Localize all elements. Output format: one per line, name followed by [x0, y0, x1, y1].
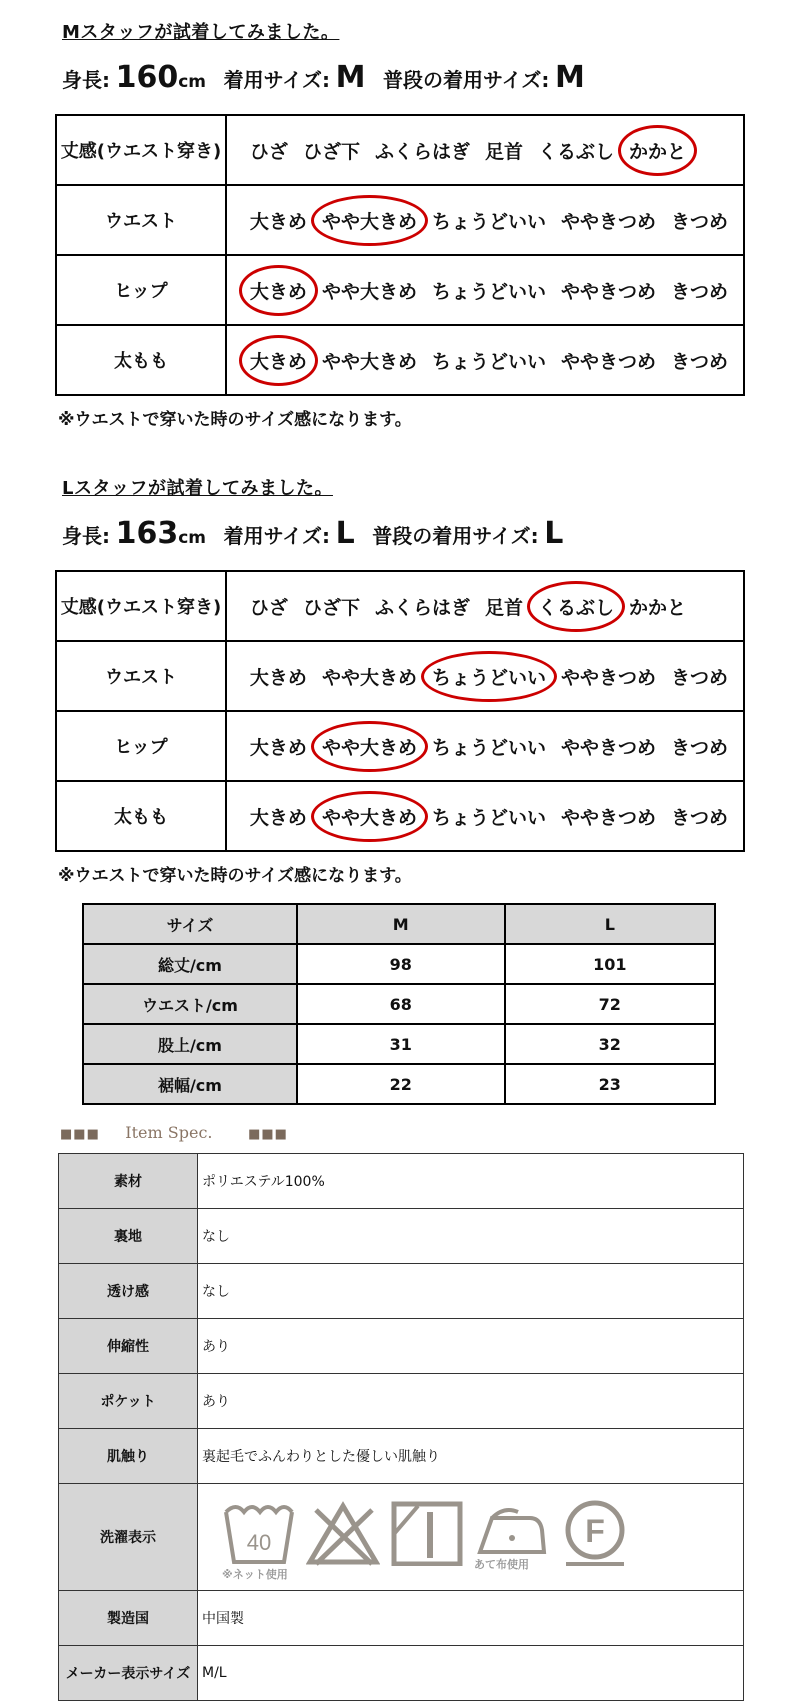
dry-clean-f-icon	[558, 1500, 632, 1566]
spec-value: あり	[198, 1319, 744, 1374]
spec-row	[59, 1646, 744, 1701]
size-row	[83, 944, 715, 984]
fit-row	[56, 641, 744, 711]
size-row	[83, 984, 715, 1024]
fit-row	[56, 115, 744, 185]
fit-option: やや大きめ	[321, 280, 417, 303]
spec-value: 裏起毛でふんわりとした優しい肌触り	[198, 1429, 744, 1484]
spec-key: ポケット	[59, 1374, 198, 1429]
m-staff-heading: Mスタッフが試着してみました。	[62, 22, 340, 43]
item-spec-table	[58, 1153, 744, 1701]
fit-option: ややきつめ	[560, 350, 656, 373]
fit-row	[56, 185, 744, 255]
item-spec-label: Item Spec.	[125, 1123, 213, 1142]
fit-option: ややきつめ	[560, 806, 656, 829]
fit-row	[56, 711, 744, 781]
fit-row-options	[226, 781, 744, 851]
worn-size-label: 着用サイズ:	[223, 68, 330, 92]
size-header-cell: サイズ	[83, 904, 297, 944]
l-fit-table	[55, 570, 745, 852]
fit-row-options	[226, 325, 744, 395]
size-value: 31	[297, 1024, 505, 1064]
fit-row-options	[226, 115, 744, 185]
fit-option-selected: かかと	[628, 137, 687, 164]
spec-row	[59, 1319, 744, 1374]
worn-size-value: L	[335, 516, 355, 551]
fit-row-label: 丈感(ウエスト穿き)	[56, 571, 226, 641]
spec-row	[59, 1209, 744, 1264]
washtub-40-icon-wrap	[222, 1500, 296, 1582]
title-squares: ■■■	[248, 1127, 288, 1142]
size-row	[83, 1024, 715, 1064]
fit-option: 大きめ	[249, 666, 307, 689]
laundry-symbols	[198, 1484, 744, 1591]
spec-key: 素材	[59, 1154, 198, 1209]
fit-option: ちょうどいい	[431, 280, 546, 303]
fit-row	[56, 325, 744, 395]
size-value: 72	[505, 984, 715, 1024]
size-row	[83, 1064, 715, 1104]
spec-value: 中国製	[198, 1591, 744, 1646]
height-label: 身長:	[62, 68, 110, 92]
fit-option: 大きめ	[249, 210, 307, 233]
svg-text:F: F	[585, 1513, 605, 1549]
spec-value: なし	[198, 1264, 744, 1319]
fit-option: きつめ	[670, 280, 728, 303]
spec-key: 肌触り	[59, 1429, 198, 1484]
spec-value: ポリエステル100%	[198, 1154, 744, 1209]
spec-value: なし	[198, 1209, 744, 1264]
fit-row-options	[226, 255, 744, 325]
size-table	[82, 903, 716, 1105]
fit-option: 足首	[484, 140, 523, 163]
iron-low-icon	[474, 1500, 548, 1556]
line-dry-icon	[390, 1500, 464, 1566]
spec-value: M/L	[198, 1646, 744, 1701]
dry-clean-f-icon-wrap	[558, 1500, 632, 1566]
fit-option: ひざ下	[302, 140, 360, 163]
fit-row-label: ヒップ	[56, 711, 226, 781]
fit-option: ひざ下	[302, 596, 360, 619]
fit-option: ややきつめ	[560, 280, 656, 303]
fit-option-selected: ちょうどいい	[431, 663, 547, 690]
fit-option: ややきつめ	[560, 210, 656, 233]
fit-row-options	[226, 185, 744, 255]
iron-low-icon-wrap	[474, 1500, 548, 1572]
size-row-label: 総丈/cm	[83, 944, 297, 984]
fit-option: 足首	[484, 596, 523, 619]
fit-option: 大きめ	[249, 736, 307, 759]
spec-key: 透け感	[59, 1264, 198, 1319]
size-row-label: 股上/cm	[83, 1024, 297, 1064]
fit-row-label: 太もも	[56, 325, 226, 395]
fit-row-label: ウエスト	[56, 185, 226, 255]
fit-option: ふくらはぎ	[374, 596, 470, 619]
net-note: ※ネット使用	[222, 1568, 288, 1581]
usual-size-value: L	[544, 516, 564, 551]
item-spec-title	[60, 1123, 288, 1142]
spec-value: あり	[198, 1374, 744, 1429]
fit-row-label: 太もも	[56, 781, 226, 851]
fit-option: ふくらはぎ	[374, 140, 470, 163]
size-row-label: ウエスト/cm	[83, 984, 297, 1024]
fit-row-label: ヒップ	[56, 255, 226, 325]
no-bleach-icon	[306, 1500, 380, 1566]
usual-size-label: 普段の着用サイズ:	[383, 68, 550, 92]
size-value: 98	[297, 944, 505, 984]
fit-option: ややきつめ	[560, 666, 656, 689]
fit-option: ひざ	[249, 596, 288, 619]
l-fit-note: ※ウエストで穿いた時のサイズ感になります。	[58, 866, 412, 886]
usual-size-value: M	[554, 60, 585, 95]
size-value: 23	[505, 1064, 715, 1104]
spec-row	[59, 1591, 744, 1646]
washtub-40-icon	[222, 1500, 296, 1566]
spec-row	[59, 1154, 744, 1209]
worn-size-value: M	[335, 60, 366, 95]
fit-option: ちょうどいい	[431, 806, 546, 829]
fit-option-selected: やや大きめ	[321, 207, 418, 234]
size-value: 68	[297, 984, 505, 1024]
fit-row-options	[226, 641, 744, 711]
size-value: 22	[297, 1064, 505, 1104]
fit-option: きつめ	[670, 736, 728, 759]
size-value: 101	[505, 944, 715, 984]
spec-row-laundry	[59, 1484, 744, 1591]
size-value: 32	[505, 1024, 715, 1064]
usual-size-label: 普段の着用サイズ:	[372, 524, 539, 548]
fit-row	[56, 255, 744, 325]
height-label: 身長:	[62, 524, 110, 548]
size-header-row	[83, 904, 715, 944]
m-fit-note: ※ウエストで穿いた時のサイズ感になります。	[58, 410, 412, 430]
fit-option: 大きめ	[249, 806, 307, 829]
m-staff-stats	[62, 60, 585, 95]
size-header-cell: M	[297, 904, 505, 944]
spec-row	[59, 1374, 744, 1429]
fit-option: きつめ	[670, 666, 728, 689]
m-fit-table	[55, 114, 745, 396]
worn-size-label: 着用サイズ:	[223, 524, 330, 548]
fit-option: きつめ	[670, 350, 728, 373]
fit-row	[56, 781, 744, 851]
fit-option: きつめ	[670, 806, 728, 829]
fit-row	[56, 571, 744, 641]
fit-option: やや大きめ	[321, 350, 417, 373]
fit-option: ひざ	[249, 140, 288, 163]
fit-option-selected: 大きめ	[249, 277, 308, 304]
fit-option: やや大きめ	[321, 666, 417, 689]
spec-key: 洗濯表示	[59, 1484, 198, 1591]
fit-option: ややきつめ	[560, 736, 656, 759]
line-dry-icon-wrap	[390, 1500, 464, 1566]
fit-option: ちょうどいい	[431, 350, 546, 373]
spec-row	[59, 1429, 744, 1484]
no-bleach-icon-wrap	[306, 1500, 380, 1566]
height-unit: cm	[178, 528, 206, 548]
laundry-icons	[202, 1492, 742, 1582]
fit-option: ちょうどいい	[431, 736, 546, 759]
fit-option: くるぶし	[537, 140, 614, 163]
fit-option-selected: くるぶし	[537, 593, 615, 620]
spec-key: 裏地	[59, 1209, 198, 1264]
cloth-note: あて布使用	[474, 1558, 529, 1571]
fit-row-options	[226, 571, 744, 641]
height-value: 163	[115, 516, 179, 551]
fit-option-selected: やや大きめ	[321, 733, 418, 760]
fit-option-selected: やや大きめ	[321, 803, 418, 830]
height-unit: cm	[178, 72, 206, 92]
l-staff-stats	[62, 516, 563, 551]
spec-row	[59, 1264, 744, 1319]
fit-option-selected: 大きめ	[249, 347, 308, 374]
l-staff-heading: Lスタッフが試着してみました。	[62, 478, 333, 499]
fit-row-options	[226, 711, 744, 781]
fit-option: ちょうどいい	[431, 210, 546, 233]
svg-text:40: 40	[246, 1530, 272, 1555]
title-squares: ■■■	[60, 1127, 100, 1142]
size-row-label: 裾幅/cm	[83, 1064, 297, 1104]
fit-option: きつめ	[670, 210, 728, 233]
spec-key: メーカー表示サイズ	[59, 1646, 198, 1701]
spec-key: 製造国	[59, 1591, 198, 1646]
fit-row-label: ウエスト	[56, 641, 226, 711]
fit-row-label: 丈感(ウエスト穿き)	[56, 115, 226, 185]
spec-key: 伸縮性	[59, 1319, 198, 1374]
size-header-cell: L	[505, 904, 715, 944]
height-value: 160	[115, 60, 179, 95]
fit-option: かかと	[629, 596, 687, 619]
